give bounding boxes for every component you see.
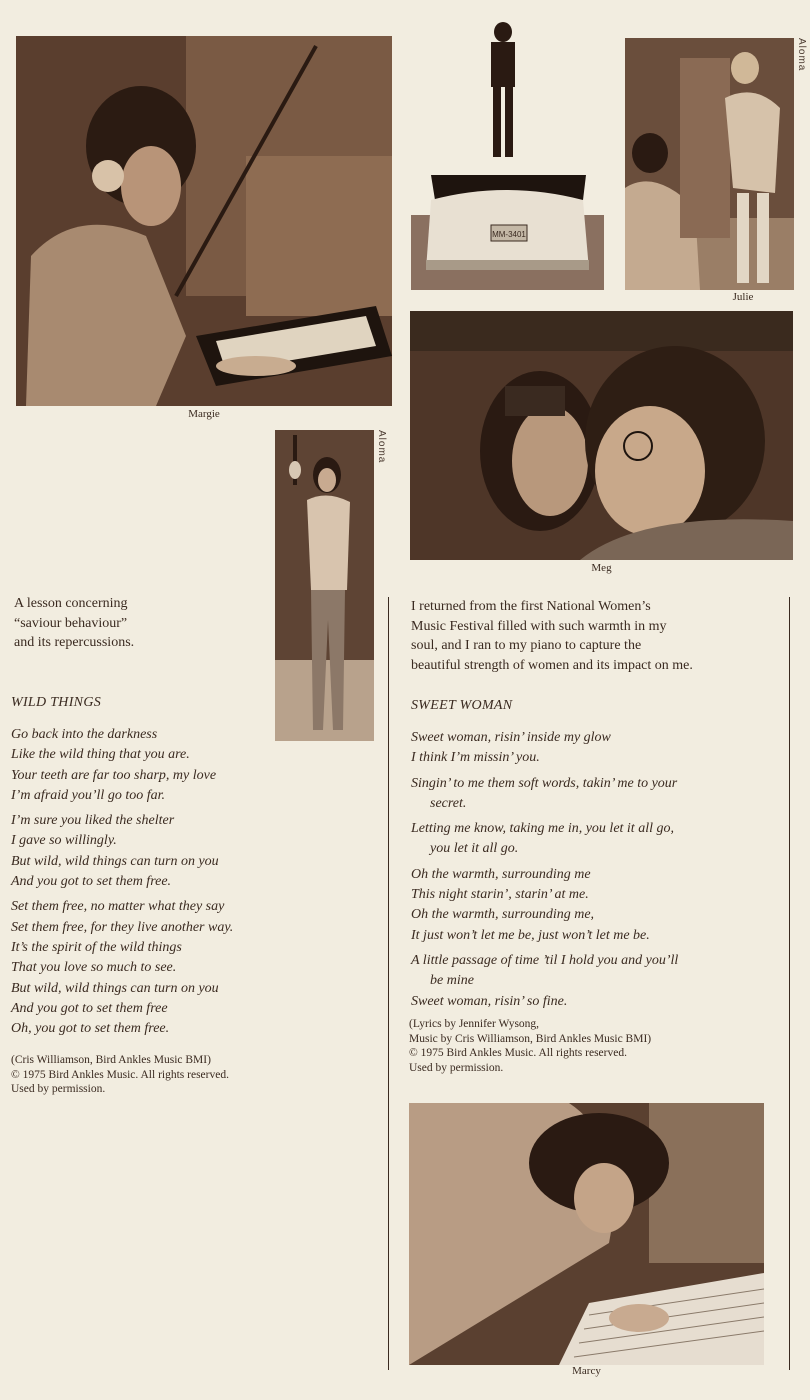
lyric-line: And you got to set them free. — [11, 874, 172, 890]
intro-line: soul, and I ran to my piano to capture the — [411, 638, 642, 653]
credits-sweet-woman — [409, 1017, 651, 1075]
credit-line: Used by permission. — [409, 1061, 504, 1074]
lyric-line: Oh the warmth, surrounding me — [411, 866, 591, 882]
lyric-line: I’m afraid you’ll go too far. — [11, 787, 165, 803]
lyrics-sweet-woman — [411, 728, 678, 1012]
caption-meg: Meg — [591, 562, 612, 574]
lyric-line: But wild, wild things can turn on you — [11, 980, 219, 996]
lyric-line: A little passage of time ’til I hold you and you’ll — [411, 952, 679, 968]
intro-line: Music Festival filled with such warmth in my — [411, 618, 667, 634]
intro-line: A lesson concerning — [14, 596, 128, 611]
photo-julie-group — [625, 38, 794, 290]
credit-line: Used by permission. — [11, 1083, 106, 1095]
credit-line: (Lyrics by Jennifer Wysong, — [409, 1018, 540, 1030]
lyric-line: Oh the warmth, surrounding me, — [411, 907, 595, 923]
lyric-line: Go back into the darkness — [11, 727, 158, 742]
credit-line: © 1975 Bird Ankles Music. All rights reserved. — [11, 1068, 229, 1081]
lyric-line: Set them free, no matter what they say — [11, 899, 225, 915]
caption-marcy: Marcy — [572, 1365, 601, 1377]
credit-line: (Cris Williamson, Bird Ankles Music BMI) — [11, 1054, 211, 1066]
photo-margie-keyboard — [16, 36, 392, 406]
column-divider — [388, 597, 389, 1370]
song-title-wild-things: WILD THINGS — [11, 695, 102, 710]
photo-woman-at-mic — [275, 430, 374, 741]
lyric-line: I’m sure you liked the shelter — [11, 813, 175, 829]
lyric-line: Set them free, for they live another way. — [11, 919, 234, 935]
caption-aloma-top: Aloma — [796, 38, 807, 72]
credits-wild-things — [11, 1053, 229, 1097]
lyric-line: This night starin’, starin’ at me. — [411, 887, 589, 903]
photo-marcy-writing — [409, 1103, 764, 1365]
intro-line: and its repercussions. — [14, 635, 135, 650]
lyric-line: Oh, you got to set them free. — [11, 1021, 170, 1037]
lyric-line: secret. — [430, 795, 467, 811]
caption-julie: Julie — [732, 291, 754, 303]
caption-margie: Margie — [188, 408, 220, 420]
lyric-line: But wild, wild things can turn on you — [11, 853, 219, 869]
lyric-line: be mine — [430, 973, 474, 989]
right-border — [789, 597, 790, 1370]
lyric-line: Like the wild thing that you are. — [11, 747, 190, 763]
intro-line: “saviour behaviour” — [14, 615, 128, 631]
lyric-line: you let it all go. — [430, 841, 519, 857]
lyric-line: Sweet woman, risin’ so fine. — [411, 993, 568, 1009]
lyrics-wild-things — [11, 725, 233, 1039]
lyric-line: It just won’t let me be, just won’t let me be. — [411, 927, 650, 943]
photo-woman-on-car — [411, 20, 604, 290]
lyric-line: Your teeth are far too sharp, my love — [11, 767, 217, 783]
intro-line: beautiful strength of women and its impact on me. — [411, 657, 693, 673]
credit-line: Music by Cris Williamson, Bird Ankles Music BMI) — [409, 1032, 652, 1045]
left-intro — [14, 594, 134, 653]
lyric-line: And you got to set them free — [11, 1000, 168, 1016]
lyric-line: I think I’m missin’ you. — [411, 750, 540, 766]
lyric-line: It’s the spirit of the wild things — [11, 939, 182, 955]
lyric-line: That you love so much to see. — [11, 960, 177, 976]
lyric-line: Sweet woman, risin’ inside my glow — [411, 730, 611, 745]
photo-meg-closeup — [410, 311, 793, 560]
lyric-line: Singin’ to me them soft words, takin’ me to your — [411, 775, 678, 791]
caption-aloma-mid: Aloma — [376, 430, 387, 464]
song-title-sweet-woman: SWEET WOMAN — [411, 698, 513, 713]
lyric-line: I gave so willingly. — [11, 833, 117, 849]
license-plate-text: MM-3401 — [492, 230, 526, 239]
lyric-line: Letting me know, taking me in, you let it all go, — [411, 821, 674, 837]
intro-line: I returned from the first National Women’s — [411, 599, 651, 614]
right-intro — [411, 597, 693, 675]
credit-line: © 1975 Bird Ankles Music. All rights reserved. — [409, 1047, 627, 1059]
